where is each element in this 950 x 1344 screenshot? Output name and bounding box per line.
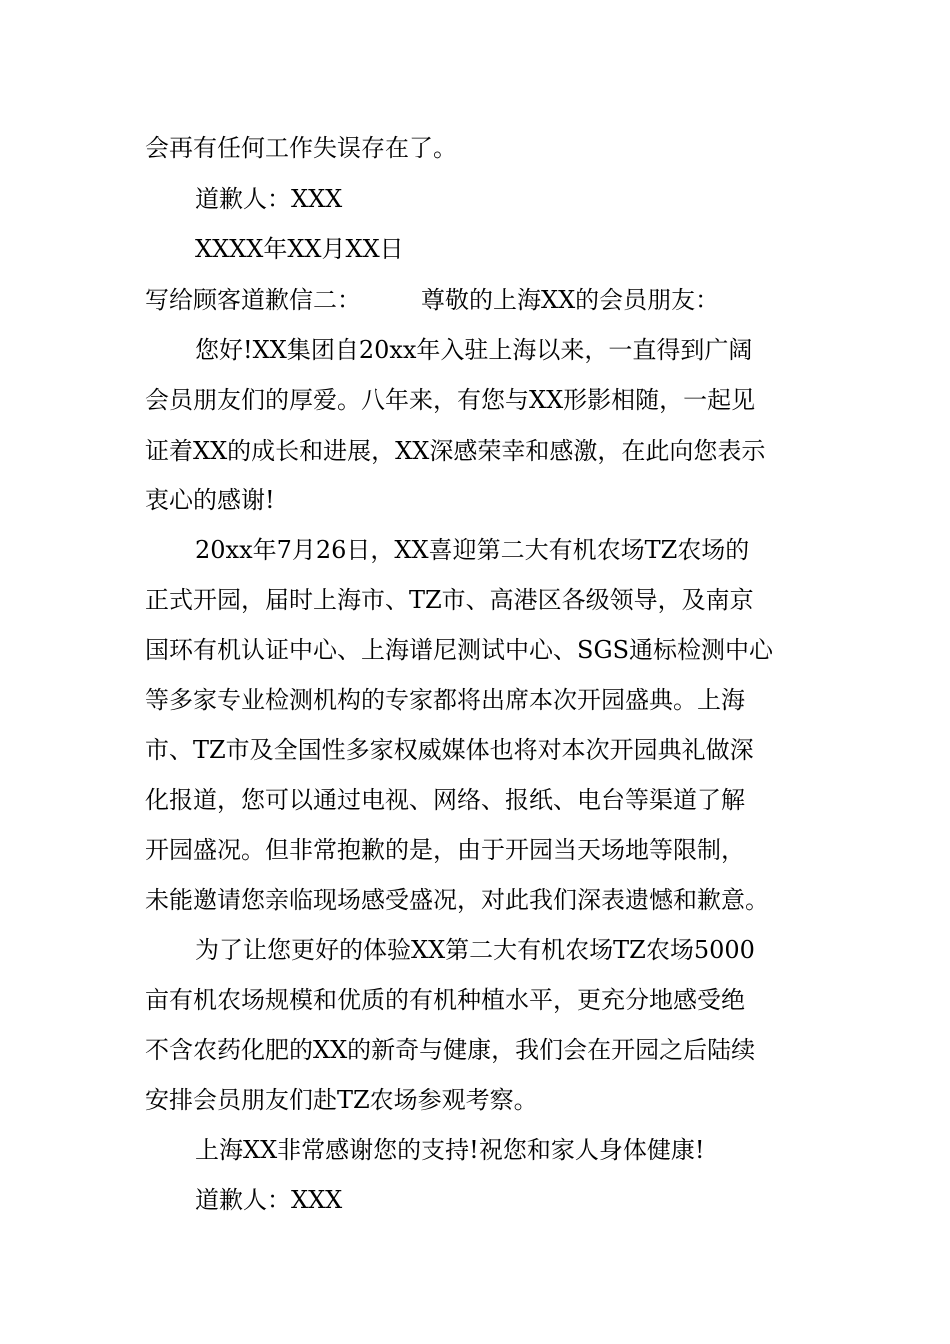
text-line: 安排会员朋友们赴TZ农场参观考察。 (145, 1086, 538, 1114)
text-line: 您好!XX集团自20xx年入驻上海以来，一直得到广阔 (195, 336, 753, 364)
text-line: 正式开园，届时上海市、TZ市、高港区各级领导，及南京 (145, 586, 754, 614)
text-line: 20xx年7月26日，XX喜迎第二大有机农场TZ农场的 (195, 536, 750, 564)
text-line: 未能邀请您亲临现场感受盛况，对此我们深表遗憾和歉意。 (145, 886, 769, 914)
text-line: 为了让您更好的体验XX第二大有机农场TZ农场5000 (195, 936, 755, 964)
text-line: 会员朋友们的厚爱。八年来，有您与XX形影相随，一起见 (145, 386, 756, 414)
text-line: 开园盛况。但非常抱歉的是，由于开园当天场地等限制， (145, 836, 745, 864)
signature-line: 道歉人：XXX (195, 1186, 343, 1214)
text-line: 国环有机认证中心、上海谱尼测试中心、SGS通标检测中心 (145, 636, 774, 664)
text-line: 会再有任何工作失误存在了。 (145, 134, 457, 162)
date-line: XXXX年XX月XX日 (195, 235, 404, 263)
text-line: 市、TZ市及全国性多家权威媒体也将对本次开园典礼做深 (145, 736, 754, 764)
signature-line: 道歉人：XXX (195, 185, 343, 213)
text-line: 证着XX的成长和进展，XX深感荣幸和感激，在此向您表示 (145, 437, 766, 465)
text-line: 上海XX非常感谢您的支持!祝您和家人身体健康! (195, 1136, 705, 1164)
text-line: 化报道，您可以通过电视、网络、报纸、电台等渠道了解 (145, 786, 745, 814)
text-line: 不含农药化肥的XX的新奇与健康，我们会在开园之后陆续 (145, 1036, 756, 1064)
text-line: 亩有机农场规模和优质的有机种植水平，更充分地感受绝 (145, 986, 745, 1014)
heading-line: 写给顾客道歉信二： 尊敬的上海XX的会员朋友： (145, 286, 720, 314)
text-line: 等多家专业检测机构的专家都将出席本次开园盛典。上海 (145, 686, 745, 714)
text-line: 衷心的感谢! (145, 486, 275, 514)
